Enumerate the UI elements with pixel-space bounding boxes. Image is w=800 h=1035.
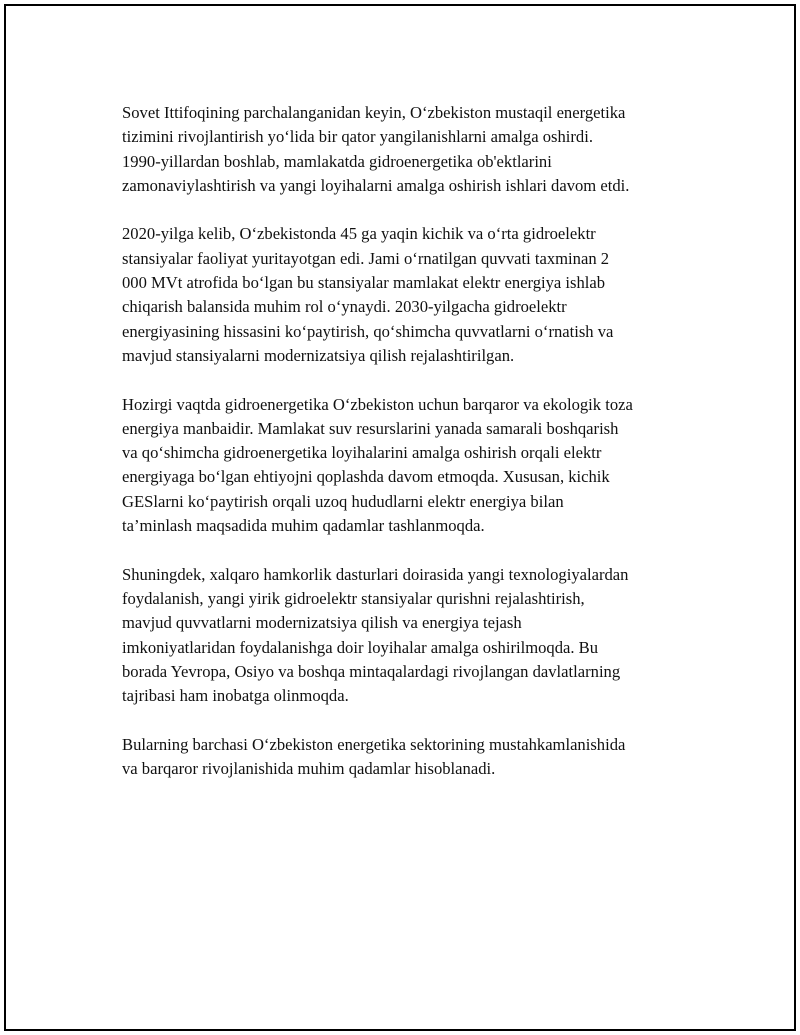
text-line: imkoniyatlaridan foydalanishga doir loyihalar amalga oshirilmoqda. Bu [122, 637, 599, 657]
text-line: mavjud quvvatlarni modernizatsiya qilish va energiya tejash [122, 613, 522, 633]
paragraph-1 [122, 101, 702, 198]
paragraph-5 [122, 733, 702, 782]
text-line: GESlarni ko‘paytirish orqali uzoq hududlarni elektr energiya bilan [122, 491, 564, 511]
text-line: tajribasi ham inobatga olinmoqda. [122, 686, 349, 706]
text-line: chiqarish balansida muhim rol o‘ynaydi. 2030-yilgacha gidroelektr [122, 297, 567, 317]
paragraph-4 [122, 563, 702, 709]
text-line: mavjud stansiyalarni modernizatsiya qilish rejalashtirilgan. [122, 345, 515, 365]
document-body [122, 101, 702, 806]
text-line: Sovet Ittifoqining parchalanganidan keyin, O‘zbekiston mustaqil energetika [122, 103, 626, 122]
text-line: energiya manbaidir. Mamlakat suv resurslarini yanada samarali boshqarish [122, 418, 619, 438]
text-line: Bularning barchasi O‘zbekiston energetika sektorining mustahkamlanishida [122, 734, 626, 754]
text-line: zamonaviylashtirish va yangi loyihalarni amalga oshirish ishlari davom etdi. [122, 175, 630, 195]
text-line: Shuningdek, xalqaro hamkorlik dasturlari doirasida yangi texnologiyalardan [122, 564, 629, 584]
text-line: stansiyalar faoliyat yuritayotgan edi. Jami o‘rnatilgan quvvati taxminan 2 [122, 248, 610, 268]
paragraph-3 [122, 393, 702, 539]
text-line: tizimini rivojlantirish yo‘lida bir qator yangilanishlarni amalga oshirdi. [122, 127, 593, 147]
text-line: Hozirgi vaqtda gidroenergetika O‘zbekiston uchun barqaror va ekologik toza [122, 394, 633, 414]
text-line: energiyasining hissasini ko‘paytirish, qo‘shimcha quvvatlarni o‘rnatish va [122, 321, 614, 341]
page-frame [4, 4, 796, 1031]
text-line: ta’minlash maqsadida muhim qadamlar tashlanmoqda. [122, 516, 485, 536]
text-line: 1990-yillardan boshlab, mamlakatda gidroenergetika ob'ektlarini [122, 151, 552, 171]
text-line: va barqaror rivojlanishida muhim qadamlar hisoblanadi. [122, 759, 496, 779]
paragraph-2 [122, 222, 702, 368]
text-line: va qo‘shimcha gidroenergetika loyihalarini amalga oshirish orqali elektr [122, 443, 602, 463]
text-line: 000 MVt atrofida bo‘lgan bu stansiyalar mamlakat elektr energiya ishlab [122, 273, 606, 293]
text-line: borada Yevropa, Osiyo va boshqa mintaqalardagi rivojlangan davlatlarning [122, 661, 621, 681]
text-line: 2020-yilga kelib, O‘zbekistonda 45 ga yaqin kichik va o‘rta gidroelektr [122, 224, 596, 244]
text-line: energiyaga bo‘lgan ehtiyojni qoplashda davom etmoqda. Xususan, kichik [122, 467, 610, 487]
text-line: foydalanish, yangi yirik gidroelektr stansiyalar qurishni rejalashtirish, [122, 588, 585, 608]
